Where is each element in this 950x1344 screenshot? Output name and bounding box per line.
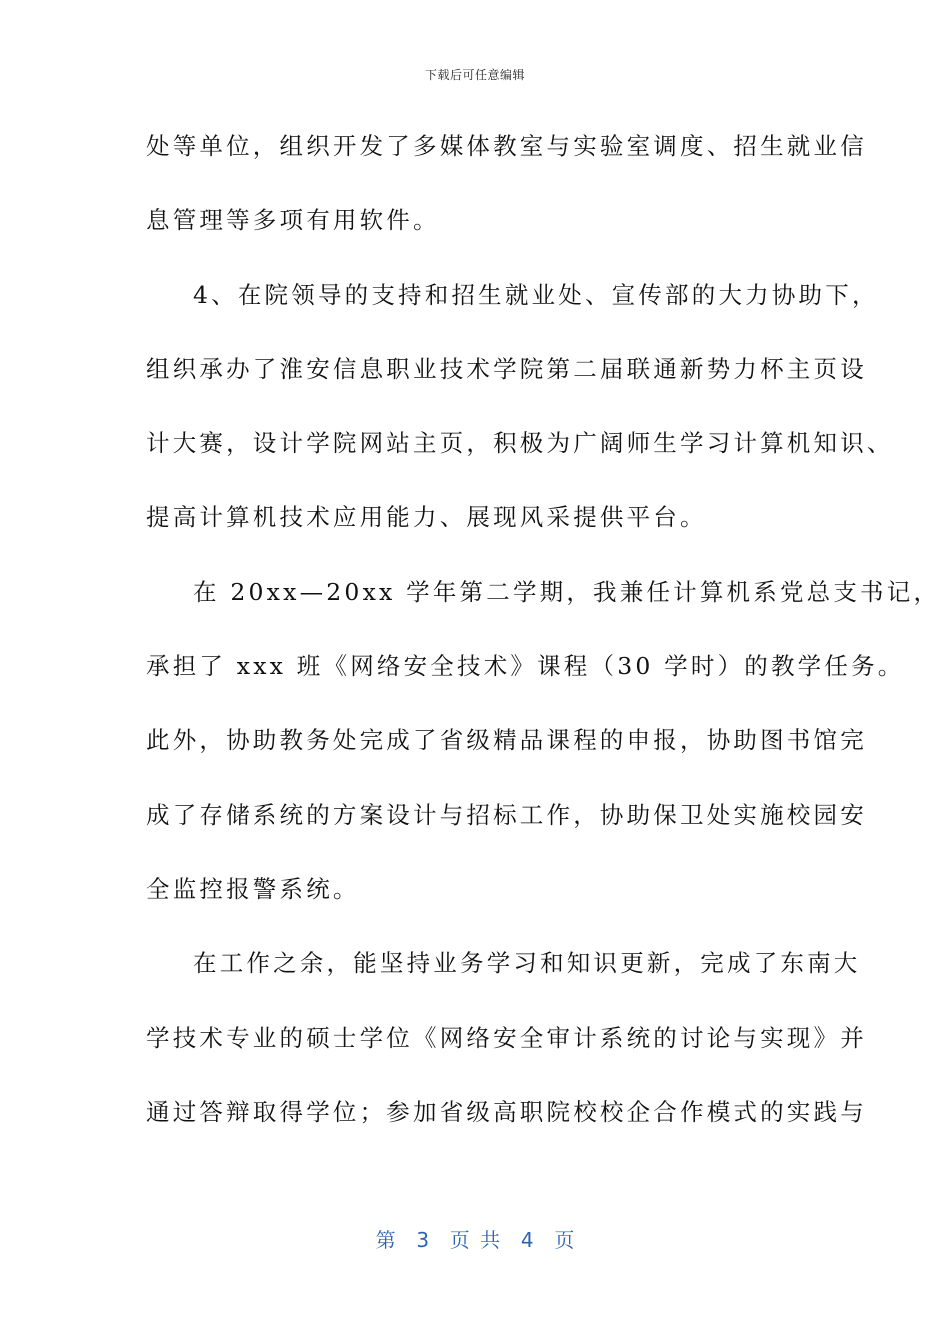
- text-line: 此外，协助教务处完成了省级精品课程的申报，协助图书馆完: [146, 726, 867, 755]
- text-line: 承担了 xxx 班《网络安全技术》课程（30 学时）的教学任务。: [146, 652, 905, 681]
- text-line: 计大赛，设计学院网站主页，积极为广阔师生学习计算机知识、: [146, 429, 894, 458]
- text-line: 组织承办了淮安信息职业技术学院第二届联通新势力杯主页设: [146, 354, 867, 383]
- text-line: 学技术专业的硕士学位《网络安全审计系统的讨论与实现》并: [146, 1023, 867, 1052]
- text-line: 处等单位，组织开发了多媒体教室与实验室调度、招生就业信: [146, 132, 867, 160]
- page-number-footer: [0, 1224, 950, 1253]
- text-line: 4、在院领导的支持和招生就业处、宣传部的大力协助下，: [193, 280, 879, 309]
- page-number-label: 第 3 页 共 4 页: [375, 1228, 575, 1252]
- text-line: 在 20xx—20xx 学年第二学期，我兼任计算机系党总支书记，: [193, 577, 941, 606]
- text-line: 成了存储系统的方案设计与招标工作，协助保卫处实施校园安: [146, 800, 867, 829]
- text-line: 在工作之余，能坚持业务学习和知识更新，完成了东南大: [193, 949, 861, 978]
- header-note: 下载后可任意编辑: [424, 68, 525, 82]
- text-line: 通过答辩取得学位；参加省级高职院校校企合作模式的实践与: [146, 1097, 867, 1126]
- text-line: 息管理等多项有用软件。: [146, 206, 440, 235]
- document-body: [146, 113, 941, 1153]
- text-line: 提高计算机技术应用能力、展现风采提供平台。: [146, 503, 707, 532]
- text-line: 全监控报警系统。: [146, 874, 360, 903]
